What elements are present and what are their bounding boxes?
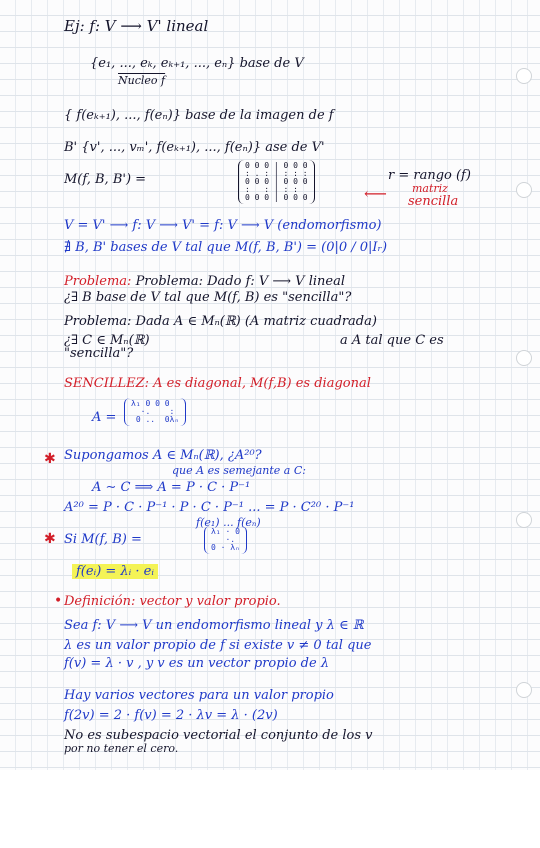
binder-hole: [516, 68, 532, 84]
diagonal-matrix: λ₁ 0 0 0 ·. : 0 .. 0λₙ: [124, 398, 186, 426]
note-line: a A tal que C es: [340, 333, 444, 348]
note-line: ¿∃ C ∈ Mₙ(ℝ): [64, 333, 150, 348]
note-line: Sea f: V ⟶ V un endomorfismo lineal y λ ∈ ℝ: [64, 618, 364, 633]
note-line: por no tener el cero.: [64, 742, 179, 755]
note-line: A ∼ C ⟹ A = P · C · P⁻¹: [92, 480, 251, 495]
note-line: M(f, B, B') =: [64, 172, 147, 187]
bullet-icon: ✱: [44, 451, 56, 467]
note-line: ∄ B, B' bases de V tal que M(f, B, B') = (0|0 / 0|Iᵣ): [64, 240, 388, 255]
note-line: ¿∃ B base de V tal que M(f, B) es "sencilla"?: [64, 290, 352, 305]
highlighted-formula: f(eᵢ) = λᵢ · eᵢ: [72, 564, 158, 580]
binder-hole: [516, 182, 532, 198]
note-line: { f(eₖ₊₁), ..., f(eₙ)} base de la imagen de f: [64, 108, 334, 123]
note-line: f(v) = λ · v , y v es un vector propio de λ: [64, 656, 330, 671]
note-heading: Definición: vector y valor propio.: [64, 594, 281, 609]
bullet-icon: ✱: [44, 531, 56, 547]
note-line: {e₁, ..., eₖ, eₖ₊₁, ..., eₙ} base de V: [90, 56, 304, 71]
note-line: r = rango (f): [388, 168, 471, 183]
note-line: Supongamos A ∈ Mₙ(ℝ), ¿A²⁰?: [64, 448, 262, 463]
note-annotation: f(e₁) ... f(eₙ): [196, 516, 261, 529]
note-line: Hay varios vectores para un valor propio: [64, 688, 334, 703]
note-line: Si M(f, B) =: [64, 532, 142, 547]
note-line: f(2v) = 2 · f(v) = 2 · λv = λ · (2v): [64, 708, 278, 723]
binder-hole: [516, 512, 532, 528]
blank-area: [0, 770, 540, 848]
binder-hole: [516, 682, 532, 698]
binder-hole: [516, 350, 532, 366]
note-line: Problema: Problema: Dado f: V ⟶ V lineal: [64, 274, 345, 289]
note-line: que A es semejante a C:: [172, 464, 306, 477]
note-line: "sencilla"?: [64, 346, 134, 361]
arrow-icon: ⟵: [364, 184, 387, 203]
note-annotation: Nucleo f: [118, 74, 166, 87]
note-annotation: matriz: [412, 182, 448, 195]
note-line: A =: [92, 410, 117, 425]
bullet-icon: •: [54, 593, 63, 609]
note-line: SENCILLEZ: A es diagonal, M(f,B) es diagonal: [64, 376, 371, 391]
note-line: Ej: f: V ⟶ V' lineal: [64, 17, 209, 35]
note-line: V = V' ⟶ f: V ⟶ V' = f: V ⟶ V (endomorfismo): [64, 218, 382, 233]
note-line: No es subespacio vectorial el conjunto de los v: [64, 728, 373, 743]
note-line: λ es un valor propio de f si existe v ≠ 0 tal que: [64, 638, 372, 653]
block-matrix: 0 0 0 | 0 0 0 : . : | : : : 0 0 0 | 0 0 0 : : | : : 0 0 0 | 0 0 0: [238, 160, 315, 204]
diagonal-matrix: λ₁ · 0 ·. 0 · λₙ: [204, 526, 247, 554]
note-annotation: sencilla: [408, 194, 459, 209]
note-line: Problema: Dada A ∈ Mₙ(ℝ) (A matriz cuadrada): [64, 314, 377, 329]
note-line: A²⁰ = P · C · P⁻¹ · P · C · P⁻¹ ... = P · C²⁰ · P⁻¹: [64, 500, 355, 515]
note-line: B' {v', ..., vₘ', f(eₖ₊₁), ..., f(eₙ)} ase de V': [64, 140, 325, 155]
